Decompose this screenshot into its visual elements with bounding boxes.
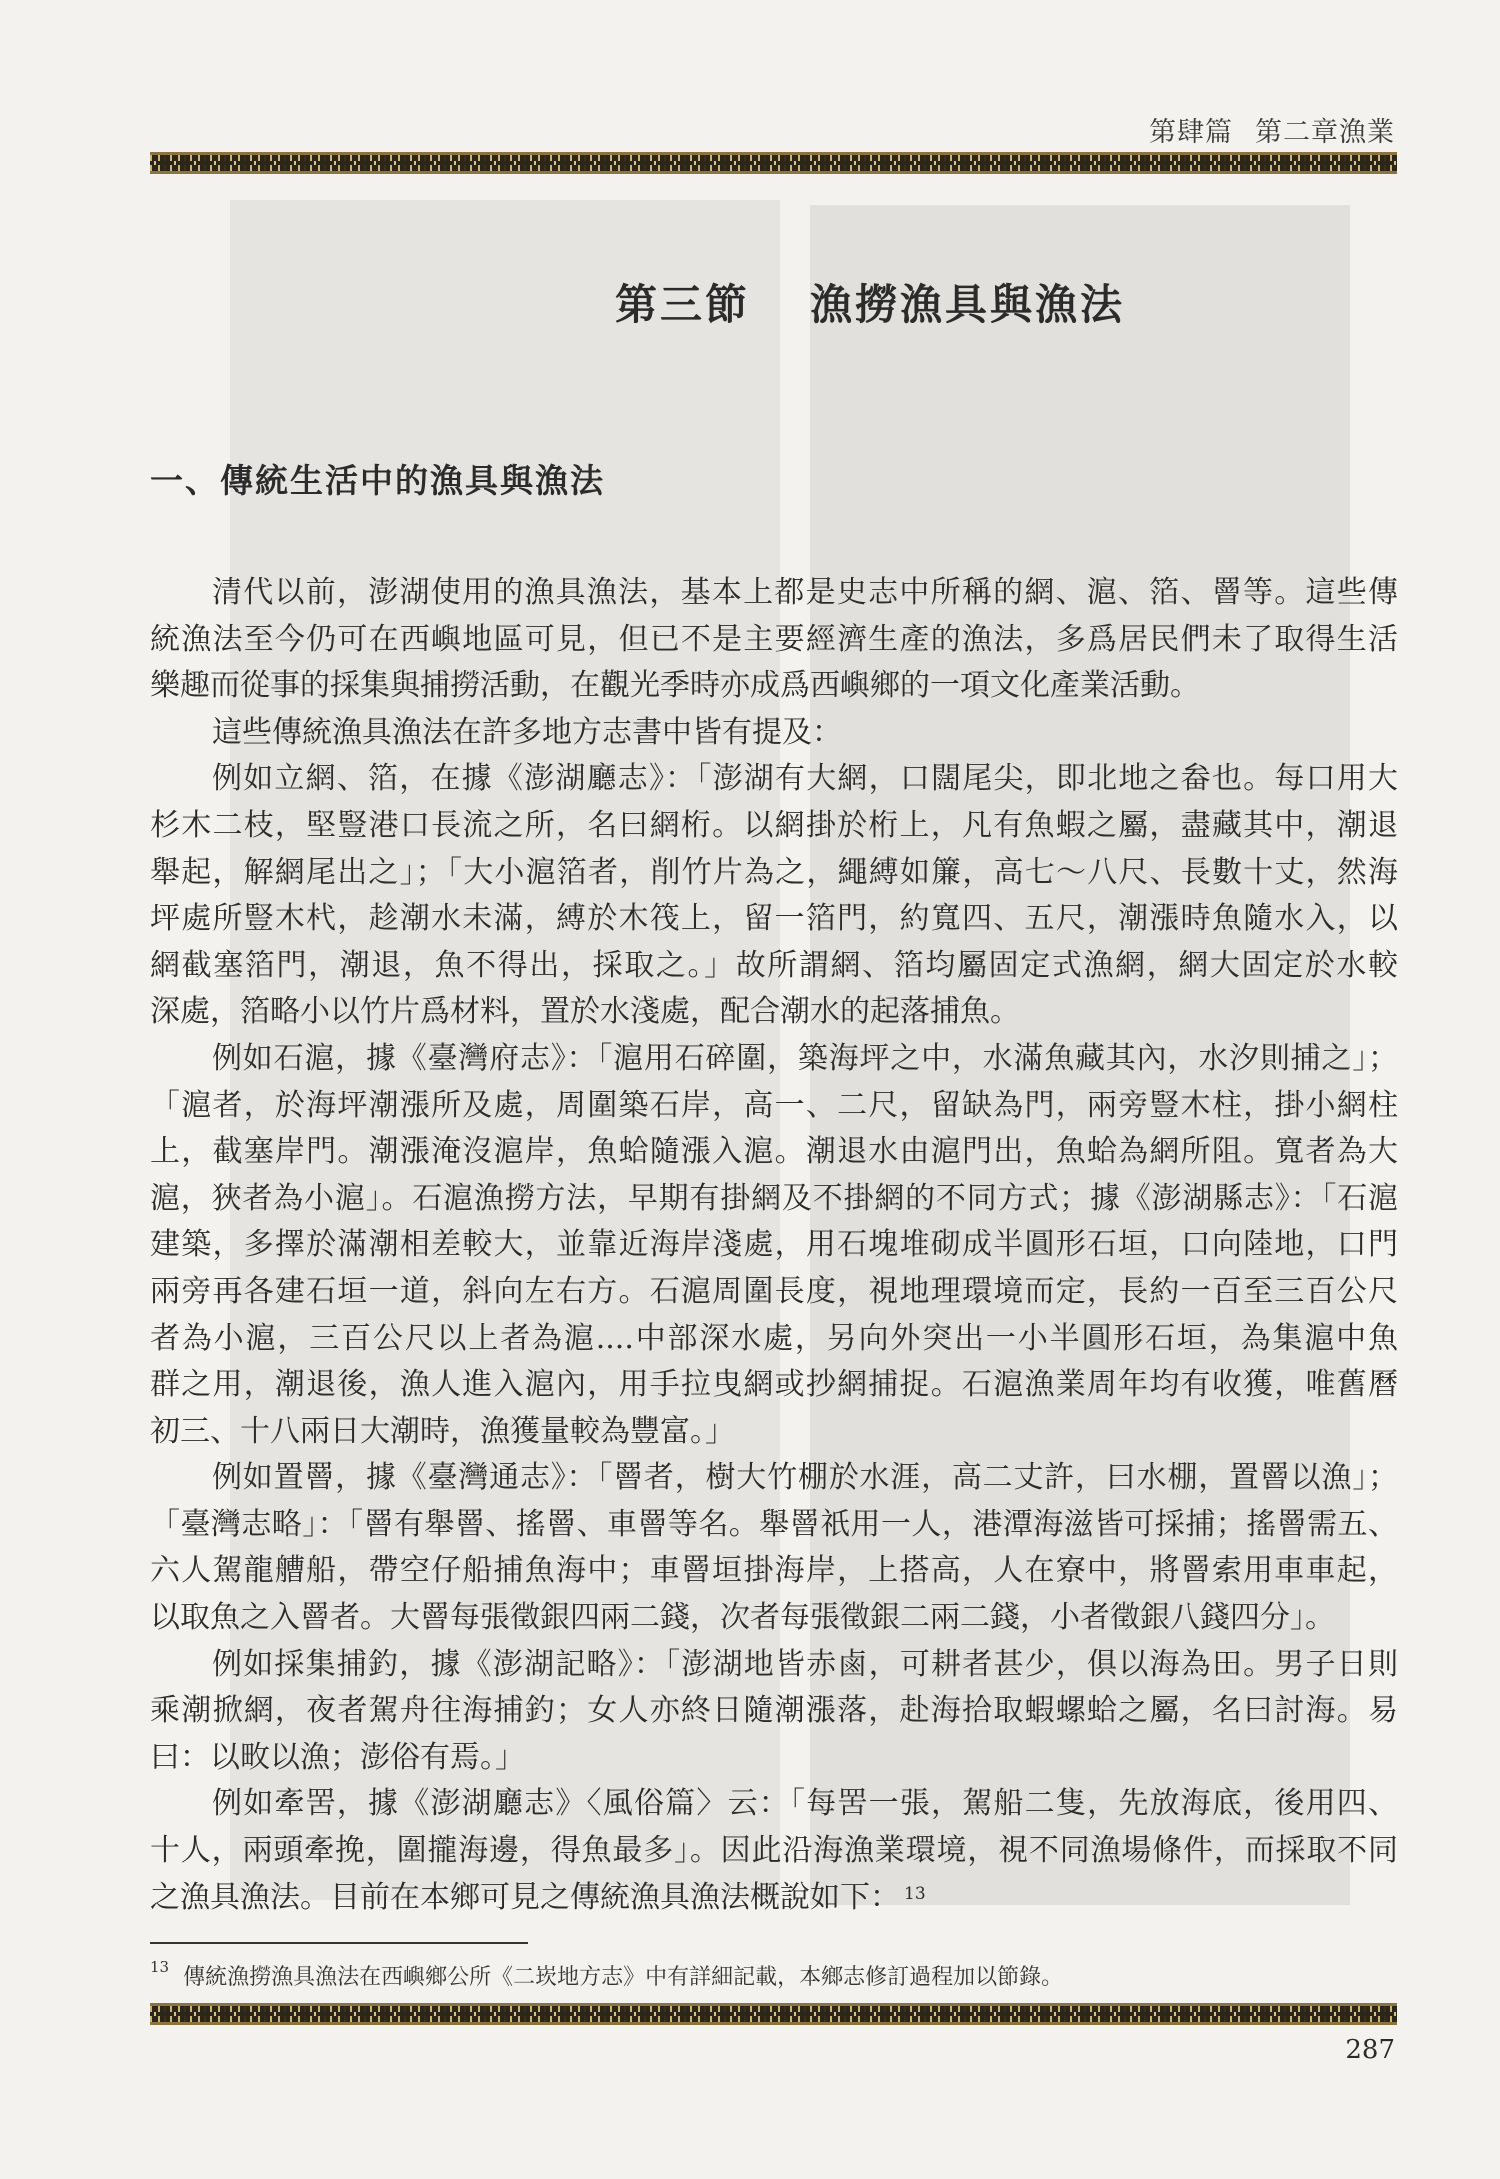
line-text: 例如立網、箔，在據《澎湖廳志》：「澎湖有大網，口闊尾尖，即北地之畚也。每口用大: [212, 761, 1398, 797]
text-line: [150, 710, 1398, 757]
section-title: [0, 272, 1500, 332]
page-number: 287: [1345, 2035, 1395, 2065]
footnote-number: 13: [150, 1958, 170, 1976]
text-line: [150, 1735, 1398, 1782]
text-line: [150, 1781, 1398, 1828]
line-text: 十人，兩頭牽挽，圍攏海邊，得魚最多」。因此沿海漁業環境，視不同漁場條件，而採取不同: [150, 1833, 1398, 1869]
paragraph: [150, 1781, 1398, 1921]
paragraph: [150, 1036, 1398, 1455]
text-line: [150, 943, 1398, 990]
text-line: [150, 896, 1398, 943]
bottom-ornamental-border: [150, 2003, 1397, 2025]
text-line: [150, 1642, 1398, 1689]
line-text: 這些傳統漁具漁法在許多地方志書中皆有提及：: [212, 714, 842, 750]
text-line: [150, 803, 1398, 850]
text-line: [150, 1083, 1398, 1130]
top-ornamental-border: [150, 152, 1397, 174]
line-text: 例如採集捕釣，據《澎湖記略》：「澎湖地皆赤鹵，可耕者甚少，俱以海為田。男子日則: [212, 1646, 1398, 1682]
footnote-divider: [150, 1942, 528, 1944]
text-line: [150, 1176, 1398, 1223]
footnote-reference[interactable]: 13: [904, 1883, 926, 1904]
text-line: [150, 663, 1398, 710]
text-line: [150, 1595, 1398, 1642]
line-text: 「滬者，於海坪潮漲所及處，周圍築石岸，高一、二尺，留缺為門，兩旁豎木柱，掛小網柱: [150, 1087, 1398, 1123]
paragraph: [150, 756, 1398, 1036]
text-line: [150, 850, 1398, 897]
section-name: 漁撈漁具與漁法: [810, 280, 1126, 329]
line-text: 曰：以畋以漁；澎俗有焉。」: [150, 1739, 525, 1775]
line-text: 群之用，潮退後，漁人進入滬內，用手拉曳網或抄網捕捉。石滬漁業周年均有收獲，唯舊曆: [150, 1367, 1398, 1403]
line-text: 「臺灣志略」：「罾有舉罾、搖罾、車罾等名。舉罾祇用一人，港潭海滋皆可採捕；搖罾需五、: [150, 1506, 1398, 1542]
line-text: 滬，狹者為小滬」。石滬漁撈方法，早期有掛網及不掛網的不同方式；據《澎湖縣志》：「石滬: [150, 1180, 1398, 1216]
text-line: [150, 570, 1398, 617]
line-text: 初三、十八兩日大潮時，漁獲量較為豐富。」: [150, 1413, 735, 1449]
text-line: [150, 1502, 1398, 1549]
line-text: 建築，多擇於滿潮相差較大，並靠近海岸淺處，用石塊堆砌成半圓形石垣，口向陸地，口門: [150, 1227, 1398, 1263]
line-text: 深處，箔略小以竹片爲材料，置於水淺處，配合潮水的起落捕魚。: [150, 994, 1020, 1030]
line-text: 統漁法至今仍可在西嶼地區可見，但已不是主要經濟生產的漁法，多爲居民們未了取得生活: [150, 621, 1398, 657]
footnote-text: 傳統漁撈漁具漁法在西嶼鄉公所《二崁地方志》中有詳細記載，本鄉志修訂過程加以節錄。: [183, 1965, 1064, 1990]
paragraph: [150, 710, 1398, 757]
subheading: 一、傳統生活中的漁具與漁法: [150, 461, 605, 500]
text-line: [150, 1362, 1398, 1409]
text-line: [150, 1548, 1398, 1595]
line-text: 之漁具漁法。目前在本鄉可見之傳統漁具漁法概說如下：: [150, 1879, 900, 1915]
line-text: 以取魚之入罾者。大罾每張徵銀四兩二錢，次者每張徵銀二兩二錢，小者徵銀八錢四分」。: [150, 1600, 1335, 1636]
text-line: [150, 1036, 1398, 1083]
header-part: 第肆篇: [1149, 117, 1233, 148]
text-line: [150, 1875, 1398, 1922]
paragraph: [150, 1455, 1398, 1641]
text-line: [150, 1828, 1398, 1875]
text-line: [150, 1269, 1398, 1316]
header-chapter: 第二章漁業: [1255, 117, 1395, 148]
text-line: [150, 1688, 1398, 1735]
line-text: 兩旁再各建石垣一道，斜向左右方。石滬周圍長度，視地理環境而定，長約一百至三百公尺: [150, 1273, 1398, 1309]
text-line: [150, 989, 1398, 1036]
line-text: 坪處所豎木杙，趁潮水未滿，縛於木筏上，留一箔門，約寬四、五尺，潮漲時魚隨水入，以: [150, 901, 1398, 937]
line-text: 者為小滬，三百公尺以上者為滬....中部深水處，另向外突出一小半圓形石垣，為集滬中魚: [150, 1320, 1398, 1356]
footnote: [150, 1960, 1063, 1991]
text-line: [150, 1129, 1398, 1176]
line-text: 網截塞箔門，潮退，魚不得出，採取之。」故所謂網、箔均屬固定式漁網，網大固定於水較: [150, 947, 1398, 983]
line-text: 例如牽罟，據《澎湖廳志》〈風俗篇〉云：「每罟一張，駕船二隻，先放海底，後用四、: [212, 1786, 1398, 1822]
line-text: 例如置罾，據《臺灣通志》：「罾者，樹大竹棚於水涯，高二丈許，曰水棚，置罾以漁」；: [212, 1460, 1398, 1496]
line-text: 上，截塞岸門。潮漲淹沒滬岸，魚蛤隨漲入滬。潮退水由滬門出，魚蛤為網所阻。寬者為大: [150, 1134, 1398, 1170]
paragraph: [150, 1642, 1398, 1782]
line-text: 例如石滬，據《臺灣府志》：「滬用石碎圍，築海坪之中，水滿魚藏其內，水汐則捕之」；: [212, 1040, 1398, 1076]
text-line: [150, 756, 1398, 803]
line-text: 樂趣而從事的採集與捕撈活動，在觀光季時亦成爲西嶼鄉的一項文化產業活動。: [150, 668, 1200, 704]
running-header: [1127, 110, 1395, 149]
text-line: [150, 1222, 1398, 1269]
text-line: [150, 1455, 1398, 1502]
text-line: [150, 617, 1398, 664]
section-number: 第三節: [614, 280, 750, 329]
text-line: [150, 1409, 1398, 1456]
line-text: 乘潮掀網，夜者駕舟往海捕釣；女人亦終日隨潮漲落，赴海拾取蝦螺蛤之屬，名曰討海。易: [150, 1693, 1398, 1729]
line-text: 六人駕龍艚船，帶空仔船捕魚海中；車罾垣掛海岸，上搭高，人在寮中，將罾索用車車起，: [150, 1553, 1398, 1589]
line-text: 舉起，解網尾出之」；「大小滬箔者，削竹片為之，繩縛如簾，高七～八尺、長數十丈，然海: [150, 854, 1398, 890]
text-line: [150, 1316, 1398, 1363]
paragraph: [150, 570, 1398, 710]
line-text: 清代以前，澎湖使用的漁具漁法，基本上都是史志中所稱的網、滬、箔、罾等。這些傳: [212, 575, 1398, 610]
line-text: 杉木二枝，堅豎港口長流之所，名曰網桁。以網掛於桁上，凡有魚蝦之屬，盡藏其中，潮退: [150, 807, 1398, 843]
body-text: [150, 570, 1398, 1921]
